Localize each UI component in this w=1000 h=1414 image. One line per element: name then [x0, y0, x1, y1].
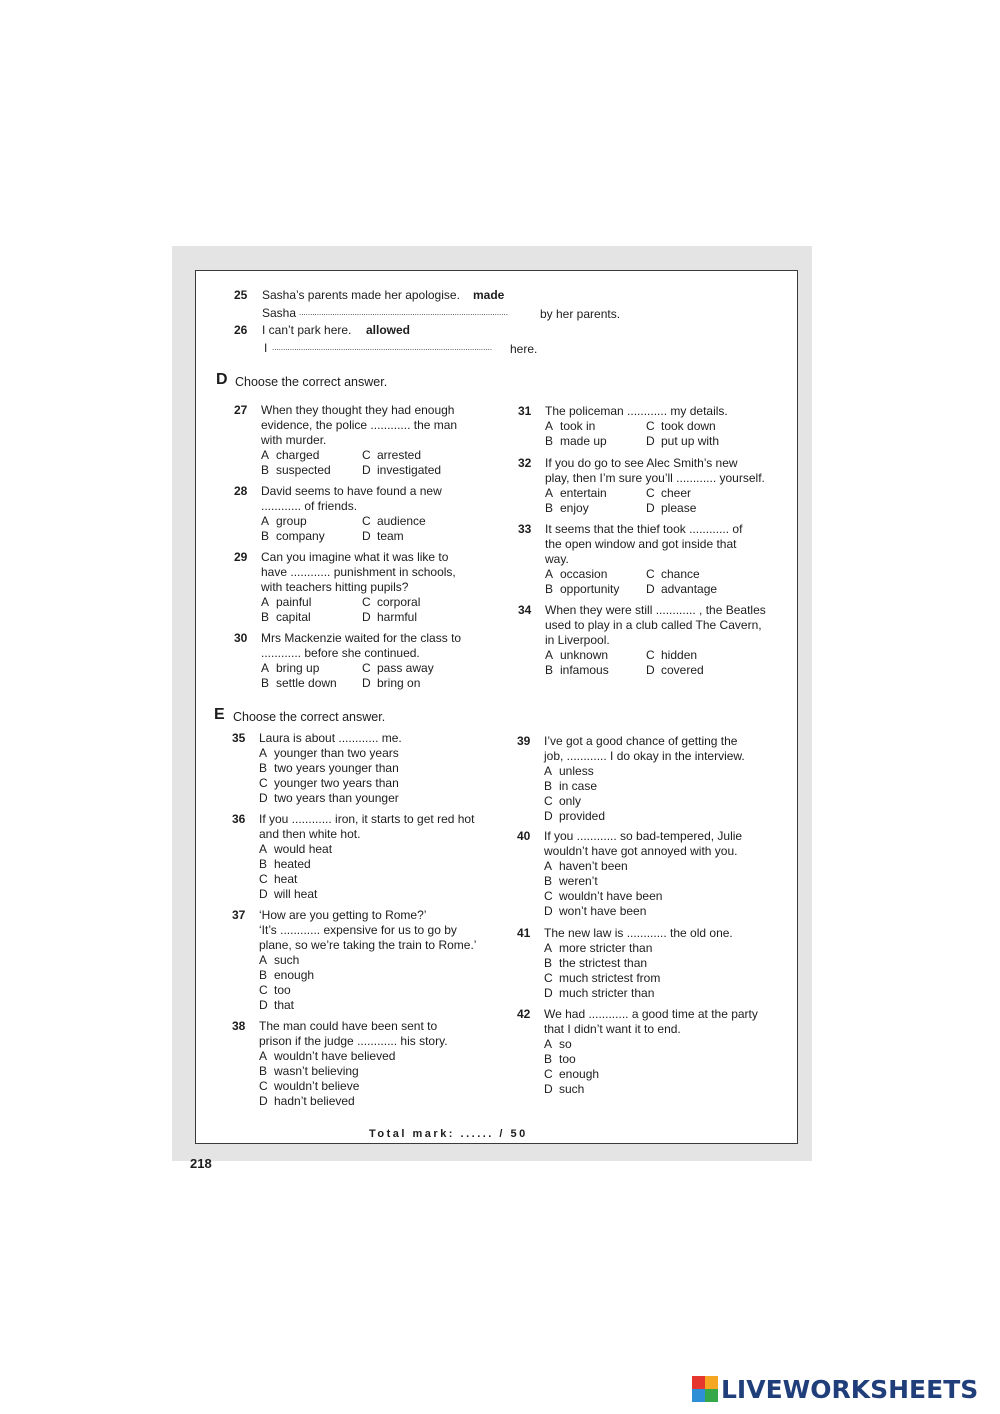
- answer-options: [544, 859, 742, 919]
- option-label: would heat: [274, 842, 333, 856]
- option-letter: D: [259, 791, 268, 805]
- option-label: harmful: [377, 610, 418, 624]
- question-text: I’ve got a good chance of getting the job, ............ I do okay in the interview.: [544, 734, 745, 763]
- option-label: too: [274, 983, 291, 997]
- option-label: in case: [559, 779, 598, 793]
- question-number: 35: [232, 731, 246, 745]
- answer-option-d[interactable]: [544, 904, 742, 919]
- answer-option-a[interactable]: [261, 595, 362, 610]
- option-letter: A: [545, 419, 554, 433]
- answer-option-a[interactable]: [544, 1037, 758, 1052]
- answer-end: by her parents.: [540, 307, 621, 321]
- section-title: Choose the correct answer.: [233, 710, 386, 724]
- option-letter: D: [544, 986, 553, 1000]
- option-label: only: [559, 794, 582, 808]
- option-letter: A: [261, 661, 270, 675]
- option-label: so: [559, 1037, 572, 1051]
- answer-option-b[interactable]: [544, 779, 745, 794]
- option-label: group: [276, 514, 307, 528]
- option-letter: C: [259, 983, 268, 997]
- answer-start: Sasha: [262, 306, 297, 320]
- option-letter: A: [261, 514, 270, 528]
- answer-option-a[interactable]: [261, 448, 362, 463]
- answer-option-a[interactable]: [544, 764, 745, 779]
- option-label: covered: [661, 663, 704, 677]
- option-letter: B: [545, 663, 554, 677]
- question-sentence: I can’t park here.: [262, 323, 352, 337]
- option-label: please: [661, 501, 697, 515]
- option-label: bring up: [276, 661, 320, 675]
- question-27: [234, 403, 472, 478]
- answer-option-b[interactable]: [544, 874, 742, 889]
- option-letter: A: [544, 941, 553, 955]
- question-text: David seems to have found a new ............ of friends.: [261, 484, 442, 513]
- option-label: charged: [276, 448, 320, 462]
- option-letter: D: [544, 809, 553, 823]
- option-letter: D: [646, 501, 655, 515]
- section-letter: E: [214, 706, 225, 723]
- answer-option-b[interactable]: [261, 610, 362, 625]
- question-number: 38: [232, 1019, 246, 1033]
- option-letter: D: [646, 663, 655, 677]
- question-number: 34: [518, 603, 532, 617]
- question-text: If you ............ so bad-tempered, Julie wouldn’t have got annoyed with you.: [544, 829, 743, 858]
- option-label: wouldn’t have believed: [274, 1049, 396, 1063]
- question-text: Laura is about ............ me.: [259, 731, 402, 745]
- answer-option-a[interactable]: [261, 514, 362, 529]
- answer-option-b[interactable]: [544, 956, 733, 971]
- answer-option-d[interactable]: [646, 501, 756, 516]
- answer-option-d[interactable]: [259, 791, 402, 806]
- option-letter: B: [545, 434, 554, 448]
- option-label: pass away: [377, 661, 434, 675]
- option-label: chance: [661, 567, 700, 581]
- question-text: Mrs Mackenzie waited for the class to ............ before she continued.: [261, 631, 462, 660]
- option-letter: C: [544, 1067, 553, 1081]
- answer-option-b[interactable]: [545, 434, 646, 449]
- answer-option-c[interactable]: [362, 661, 472, 676]
- answer-options: [259, 746, 402, 806]
- option-label: enjoy: [560, 501, 589, 515]
- option-label: cheer: [661, 486, 692, 500]
- answer-option-b[interactable]: [545, 582, 646, 597]
- question-text: The policeman ............ my details.: [545, 404, 728, 418]
- answer-option-d[interactable]: [544, 986, 733, 1001]
- question-text: The man could have been sent to prison if the judge ............ his story.: [259, 1019, 448, 1048]
- question-number: 29: [234, 550, 248, 564]
- option-label: painful: [276, 595, 312, 609]
- option-letter: B: [261, 676, 270, 690]
- answer-options: [261, 448, 472, 478]
- option-letter: D: [544, 904, 553, 918]
- question-number: 26: [234, 323, 248, 337]
- page-number: 218: [190, 1156, 212, 1171]
- option-letter: C: [646, 648, 655, 662]
- answer-options: [259, 1049, 448, 1109]
- option-label: opportunity: [560, 582, 620, 596]
- question-40: [517, 829, 742, 919]
- option-letter: B: [259, 857, 268, 871]
- option-letter: B: [261, 610, 270, 624]
- answer-option-b[interactable]: [544, 1052, 758, 1067]
- question-number: 27: [234, 403, 248, 417]
- answer-option-d[interactable]: [259, 1094, 448, 1109]
- logo-text: LIVEWORKSHEETS: [721, 1374, 979, 1404]
- option-letter: D: [362, 676, 371, 690]
- option-letter: A: [261, 595, 270, 609]
- question-number: 37: [232, 908, 246, 922]
- answer-option-b[interactable]: [261, 676, 362, 691]
- option-label: suspected: [276, 463, 331, 477]
- option-letter: B: [259, 968, 268, 982]
- section-title: Choose the correct answer.: [235, 375, 388, 389]
- option-label: younger two years than: [274, 776, 399, 790]
- answer-option-b[interactable]: [545, 663, 646, 678]
- total-mark: Total mark: ...... / 50: [369, 1128, 528, 1140]
- answer-option-a[interactable]: [259, 746, 402, 761]
- option-letter: A: [259, 1049, 268, 1063]
- option-letter: B: [544, 874, 553, 888]
- option-letter: A: [545, 486, 554, 500]
- option-label: heated: [274, 857, 311, 871]
- option-label: provided: [559, 809, 606, 823]
- answer-option-c[interactable]: [259, 872, 474, 887]
- option-letter: C: [362, 661, 371, 675]
- option-label: entertain: [560, 486, 607, 500]
- question-36: [232, 812, 474, 902]
- option-label: much stricter than: [559, 986, 655, 1000]
- answer-option-b[interactable]: [259, 1064, 448, 1079]
- option-letter: D: [646, 582, 655, 596]
- answer-option-a[interactable]: [544, 941, 733, 956]
- section-letter: D: [216, 371, 228, 388]
- option-label: occasion: [560, 567, 608, 581]
- answer-option-d[interactable]: [362, 676, 472, 691]
- answer-options: [545, 486, 765, 516]
- answer-option-c[interactable]: [646, 648, 756, 663]
- answer-option-c[interactable]: [544, 971, 733, 986]
- question-text: ‘How are you getting to Rome?’ ‘It’s ............ expensive for us to go by plane, so we’re taking the train to Rome.’: [259, 908, 477, 952]
- option-letter: C: [259, 1079, 268, 1093]
- question-38: [232, 1019, 448, 1109]
- option-letter: A: [545, 648, 554, 662]
- answer-option-a[interactable]: [259, 842, 474, 857]
- question-number: 39: [517, 734, 531, 748]
- answer-option-d[interactable]: [544, 1082, 758, 1097]
- answer-option-b[interactable]: [545, 501, 646, 516]
- question-number: 25: [234, 288, 248, 302]
- option-label: corporal: [377, 595, 421, 609]
- option-label: hidden: [661, 648, 698, 662]
- option-letter: C: [259, 776, 268, 790]
- question-34: [518, 603, 766, 678]
- answer-option-c[interactable]: [362, 448, 472, 463]
- question-text: We had ............ a good time at the party that I didn’t want it to end.: [544, 1007, 758, 1036]
- option-letter: B: [261, 463, 270, 477]
- option-letter: B: [261, 529, 270, 543]
- answer-options: [545, 567, 756, 597]
- option-letter: C: [362, 514, 371, 528]
- answer-end: here.: [510, 342, 538, 356]
- option-label: unknown: [560, 648, 609, 662]
- option-label: the strictest than: [559, 956, 648, 970]
- answer-options: [259, 842, 474, 902]
- question-28: [234, 484, 472, 544]
- option-letter: A: [544, 859, 553, 873]
- liveworksheets-logo: [692, 1374, 978, 1404]
- question-text: When they thought they had enough evidence, the police ............ the man with murder.: [261, 403, 458, 447]
- answer-option-b[interactable]: [259, 968, 476, 983]
- option-label: enough: [274, 968, 315, 982]
- question-39: [517, 734, 745, 824]
- question-number: 40: [517, 829, 531, 843]
- answer-blank[interactable]: ..............................................................................................: [299, 308, 508, 317]
- answer-option-a[interactable]: [544, 859, 742, 874]
- answer-option-d[interactable]: [259, 887, 474, 902]
- answer-option-b[interactable]: [259, 857, 474, 872]
- option-label: unless: [559, 764, 594, 778]
- question-42: [517, 1007, 758, 1097]
- answer-option-a[interactable]: [261, 661, 362, 676]
- answer-blank[interactable]: ...................................................................................................: [272, 343, 493, 352]
- answer-options: [544, 941, 733, 1001]
- option-letter: C: [544, 889, 553, 903]
- answer-option-d[interactable]: [362, 610, 472, 625]
- answer-option-c[interactable]: [259, 983, 476, 998]
- option-label: advantage: [661, 582, 718, 596]
- option-label: took in: [560, 419, 596, 433]
- option-label: heat: [274, 872, 298, 886]
- question-41: [517, 926, 733, 1001]
- option-letter: A: [544, 1037, 553, 1051]
- question-31: [518, 404, 756, 449]
- option-letter: A: [544, 764, 553, 778]
- option-label: infamous: [560, 663, 609, 677]
- question-37: [232, 908, 476, 1013]
- option-label: wouldn’t have been: [559, 889, 663, 903]
- option-label: settle down: [276, 676, 337, 690]
- option-letter: A: [545, 567, 554, 581]
- option-letter: D: [259, 1094, 268, 1108]
- question-35: [232, 731, 402, 806]
- answer-option-d[interactable]: [362, 529, 472, 544]
- logo-icon: [692, 1376, 718, 1402]
- option-letter: D: [362, 463, 371, 477]
- option-label: arrested: [377, 448, 422, 462]
- option-label: too: [559, 1052, 576, 1066]
- option-label: haven’t been: [559, 859, 628, 873]
- answer-options: [544, 764, 745, 824]
- answer-option-c[interactable]: [544, 889, 742, 904]
- answer-option-c[interactable]: [646, 419, 756, 434]
- option-label: two years than younger: [274, 791, 399, 805]
- option-label: company: [276, 529, 325, 543]
- option-letter: C: [259, 872, 268, 886]
- answer-option-a[interactable]: [545, 567, 646, 582]
- option-label: weren’t: [559, 874, 598, 888]
- option-letter: A: [259, 953, 268, 967]
- option-label: put up with: [661, 434, 720, 448]
- question-text: It seems that the thief took ............ of the open window and got inside that way.: [545, 522, 743, 566]
- question-33: [518, 522, 756, 597]
- option-label: wouldn’t believe: [274, 1079, 360, 1093]
- option-letter: D: [362, 610, 371, 624]
- option-letter: A: [259, 842, 268, 856]
- question-text: When they were still ............ , the Beatles used to play in a club called The Cavern, in Liverpool.: [545, 603, 766, 647]
- option-letter: C: [544, 971, 553, 985]
- answer-option-b[interactable]: [259, 761, 402, 776]
- answer-option-a[interactable]: [545, 486, 646, 501]
- answer-option-c[interactable]: [646, 567, 756, 582]
- question-number: 32: [518, 456, 532, 470]
- option-label: such: [274, 953, 300, 967]
- option-label: took down: [661, 419, 716, 433]
- option-label: wasn’t believing: [274, 1064, 359, 1078]
- option-label: hadn’t believed: [274, 1094, 355, 1108]
- option-letter: C: [362, 595, 371, 609]
- question-number: 31: [518, 404, 532, 418]
- option-label: enough: [559, 1067, 600, 1081]
- keyword: allowed: [366, 323, 411, 337]
- question-number: 33: [518, 522, 532, 536]
- option-label: much strictest from: [559, 971, 661, 985]
- option-label: such: [559, 1082, 585, 1096]
- option-label: that: [274, 998, 295, 1012]
- answer-options: [261, 595, 472, 625]
- answer-options: [545, 419, 756, 449]
- answer-start: I: [264, 341, 268, 355]
- question-text: If you ............ iron, it starts to get red hot and then white hot.: [259, 812, 475, 841]
- option-letter: D: [362, 529, 371, 543]
- option-letter: B: [259, 761, 268, 775]
- answer-option-c[interactable]: [362, 595, 472, 610]
- option-label: two years younger than: [274, 761, 399, 775]
- option-letter: B: [544, 779, 553, 793]
- question-number: 41: [517, 926, 531, 940]
- question-32: [518, 456, 765, 516]
- option-letter: B: [545, 501, 554, 515]
- option-label: team: [377, 529, 404, 543]
- answer-option-b[interactable]: [261, 529, 362, 544]
- answer-option-d[interactable]: [646, 434, 756, 449]
- answer-option-b[interactable]: [261, 463, 362, 478]
- option-letter: B: [544, 956, 553, 970]
- answer-options: [261, 661, 472, 691]
- question-text: If you do go to see Alec Smith’s new play, then I’m sure you’ll ............ yourself.: [545, 456, 765, 485]
- option-letter: D: [646, 434, 655, 448]
- answer-option-a[interactable]: [259, 1049, 448, 1064]
- answer-option-a[interactable]: [545, 419, 646, 434]
- answer-options: [261, 514, 472, 544]
- option-letter: D: [259, 887, 268, 901]
- question-text: The new law is ............ the old one.: [544, 926, 733, 940]
- answer-option-d[interactable]: [362, 463, 472, 478]
- question-text: Can you imagine what it was like to have ............ punishment in schools, with teachers hitting pupils?: [261, 550, 456, 594]
- option-letter: C: [362, 448, 371, 462]
- question-number: 28: [234, 484, 248, 498]
- question-number: 30: [234, 631, 248, 645]
- option-label: audience: [377, 514, 426, 528]
- option-letter: C: [544, 794, 553, 808]
- answer-option-d[interactable]: [646, 663, 756, 678]
- answer-option-d[interactable]: [544, 809, 745, 824]
- option-letter: A: [261, 448, 270, 462]
- option-label: bring on: [377, 676, 421, 690]
- option-letter: D: [544, 1082, 553, 1096]
- option-label: capital: [276, 610, 311, 624]
- answer-options: [545, 648, 766, 678]
- answer-option-c[interactable]: [259, 1079, 448, 1094]
- answer-option-c[interactable]: [259, 776, 402, 791]
- option-label: investigated: [377, 463, 442, 477]
- option-letter: B: [259, 1064, 268, 1078]
- option-label: made up: [560, 434, 607, 448]
- question-number: 42: [517, 1007, 531, 1021]
- option-letter: C: [646, 567, 655, 581]
- option-letter: C: [646, 486, 655, 500]
- question-29: [234, 550, 472, 625]
- option-letter: D: [259, 998, 268, 1012]
- answer-option-a[interactable]: [545, 648, 646, 663]
- answer-option-d[interactable]: [646, 582, 756, 597]
- option-label: will heat: [274, 887, 318, 901]
- question-30: [234, 631, 472, 691]
- answer-option-d[interactable]: [259, 998, 476, 1013]
- answer-options: [259, 953, 476, 1013]
- option-letter: B: [545, 582, 554, 596]
- answer-option-a[interactable]: [259, 953, 476, 968]
- option-label: younger than two years: [274, 746, 399, 760]
- option-letter: B: [544, 1052, 553, 1066]
- answer-option-c[interactable]: [544, 794, 745, 809]
- answer-option-c[interactable]: [544, 1067, 758, 1082]
- answer-options: [544, 1037, 758, 1097]
- keyword: made: [473, 288, 505, 302]
- answer-option-c[interactable]: [646, 486, 756, 501]
- question-sentence: Sasha’s parents made her apologise.: [262, 288, 460, 302]
- question-number: 36: [232, 812, 246, 826]
- option-letter: A: [259, 746, 268, 760]
- option-letter: C: [646, 419, 655, 433]
- answer-option-c[interactable]: [362, 514, 472, 529]
- option-label: won’t have been: [559, 904, 647, 918]
- option-label: more stricter than: [559, 941, 653, 955]
